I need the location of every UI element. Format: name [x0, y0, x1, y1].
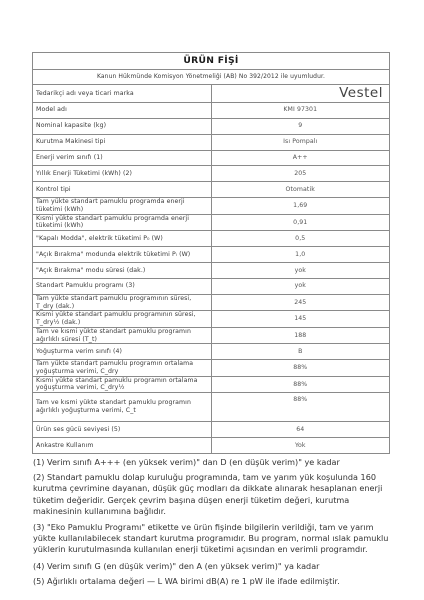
table-row [33, 231, 390, 247]
table-row [33, 118, 390, 134]
table-row [33, 327, 390, 344]
footnote: (2) Standart pamuklu dolap kuruluğu programında, tam ve yarım yük koşulunda 160 kurutma çevrimine dayanan, düşük güç modları da dikkate alınarak hesaplanan enerji tüketim değeridir. Gerçek çevrim başına düşen enerji tüketim değeri, kurutma makinesinin kullanımına bağlıdır. [33, 472, 383, 516]
table-row [33, 263, 390, 279]
table-row [33, 278, 390, 294]
row-value: 245 [211, 294, 390, 311]
row-label: Yoğuşturma verim sınıfı (4) [33, 344, 212, 360]
row-label: Tam yükte standart pamuklu programının süresi, T_dry (dak.) [33, 294, 212, 311]
row-value: 9 [211, 118, 390, 134]
row-label: Tam yükte standart pamuklu programın ortalama yoğuşturma verimi, C_dry [33, 360, 212, 377]
row-value: yok [211, 278, 390, 294]
row-value: yok [211, 263, 390, 279]
row-label: Yıllık Enerji Tüketimi (kWh) (2) [33, 166, 212, 182]
row-value: KMI 97301 [211, 102, 390, 118]
row-label: Kısmi yükte standart pamuklu programda enerji tüketimi (kWh) [33, 214, 212, 231]
row-value: 88% [211, 360, 390, 377]
row-value: 88% [211, 376, 390, 393]
table-row [33, 102, 390, 118]
row-value: Isı Pompalı [211, 134, 390, 150]
table-row [33, 182, 390, 198]
footnotes [32, 457, 390, 587]
row-label: Ankastre Kullanım [33, 438, 212, 454]
row-label: Tedarikçi adı veya ticari marka [33, 85, 212, 103]
footnote: (4) Verim sınıfı G (en düşük verim)" den A (en yüksek verim)" ya kadar [33, 560, 320, 571]
row-label: "Açık Bırakma" modunda elektrik tüketimi Pₗ (W) [33, 247, 212, 263]
footnote: (3) "Eko Pamuklu Programı" etikette ve ürün fişinde bilgilerin verildiği, tam ve yarım yükte kullanılabilecek standart kurutma programıdır. Bu program, normal ıslak pamuklu yüklerin kurutulmasında kullanılan enerji tüketimi açısından en verimli programdır. [33, 521, 389, 555]
table-row [33, 198, 390, 215]
row-label: Nominal kapasite (kg) [33, 118, 212, 134]
row-label: Ürün ses gücü seviyesi (5) [33, 422, 212, 438]
row-label: Kurutma Makinesi tipi [33, 134, 212, 150]
table-row [33, 247, 390, 263]
row-value: 188 [211, 327, 390, 344]
row-label: Tam ve kısmi yükte standart pamuklu programın ağırlıklı yoğuşturma verimi, C_t [33, 393, 212, 422]
row-value: B [211, 344, 390, 360]
row-label: Enerji verim sınıfı (1) [33, 150, 212, 166]
footnote: (1) Verim sınıfı A+++ (en yüksek verim)" dan D (en düşük verim)" ye kadar [33, 456, 340, 467]
row-label: "Açık Bırakma" modu süresi (dak.) [33, 263, 212, 279]
footnote: (5) Ağırlıklı ortalama değeri — L WA birimi dB(A) re 1 pW ile ifade edilmiştir. [33, 575, 340, 586]
table-row [33, 150, 390, 166]
row-label: Kısmi yükte standart pamuklu programının süresi, T_dry½ (dak.) [33, 311, 212, 328]
row-label: Model adı [33, 102, 212, 118]
row-label: Standart Pamuklu programı (3) [33, 278, 212, 294]
row-label: Tam ve kısmi yükte standart pamuklu programın ağırlıklı süresi (T_t) [33, 327, 212, 344]
table-row [33, 85, 390, 103]
row-value: 1,69 [211, 198, 390, 215]
brand-value: Vestel [211, 85, 390, 103]
row-label: Kontrol tipi [33, 182, 212, 198]
table-row [33, 438, 390, 454]
row-value: 205 [211, 166, 390, 182]
table-row [33, 311, 390, 328]
row-value: 0,5 [211, 231, 390, 247]
row-label: Kısmi yükte standart pamuklu programın ortalama yoğuşturma verimi, C_dry½ [33, 376, 212, 393]
row-label: "Kapalı Modda", elektrik tüketimi P₀ (W) [33, 231, 212, 247]
row-value: Yok [211, 438, 390, 454]
row-value: 88% [211, 393, 390, 422]
row-value: 1,0 [211, 247, 390, 263]
row-value: 145 [211, 311, 390, 328]
row-value: A++ [211, 150, 390, 166]
table-row [33, 294, 390, 311]
fiche-table [32, 52, 390, 454]
page-title: ÜRÜN FİŞİ [33, 53, 390, 70]
table-row [33, 134, 390, 150]
row-label: Tam yükte standart pamuklu programda enerji tüketimi (kWh) [33, 198, 212, 215]
table-row [33, 393, 390, 422]
table-row [33, 422, 390, 438]
table-row [33, 376, 390, 393]
row-value: 0,91 [211, 214, 390, 231]
regulation-note: Kanun Hükmünde Komisyon Yönetmeliği (AB) No 392/2012 ile uyumludur. [33, 70, 390, 85]
table-row [33, 360, 390, 377]
product-fiche [32, 52, 390, 592]
row-value: 64 [211, 422, 390, 438]
row-value: Otomatik [211, 182, 390, 198]
table-row [33, 166, 390, 182]
table-row [33, 344, 390, 360]
table-row [33, 214, 390, 231]
